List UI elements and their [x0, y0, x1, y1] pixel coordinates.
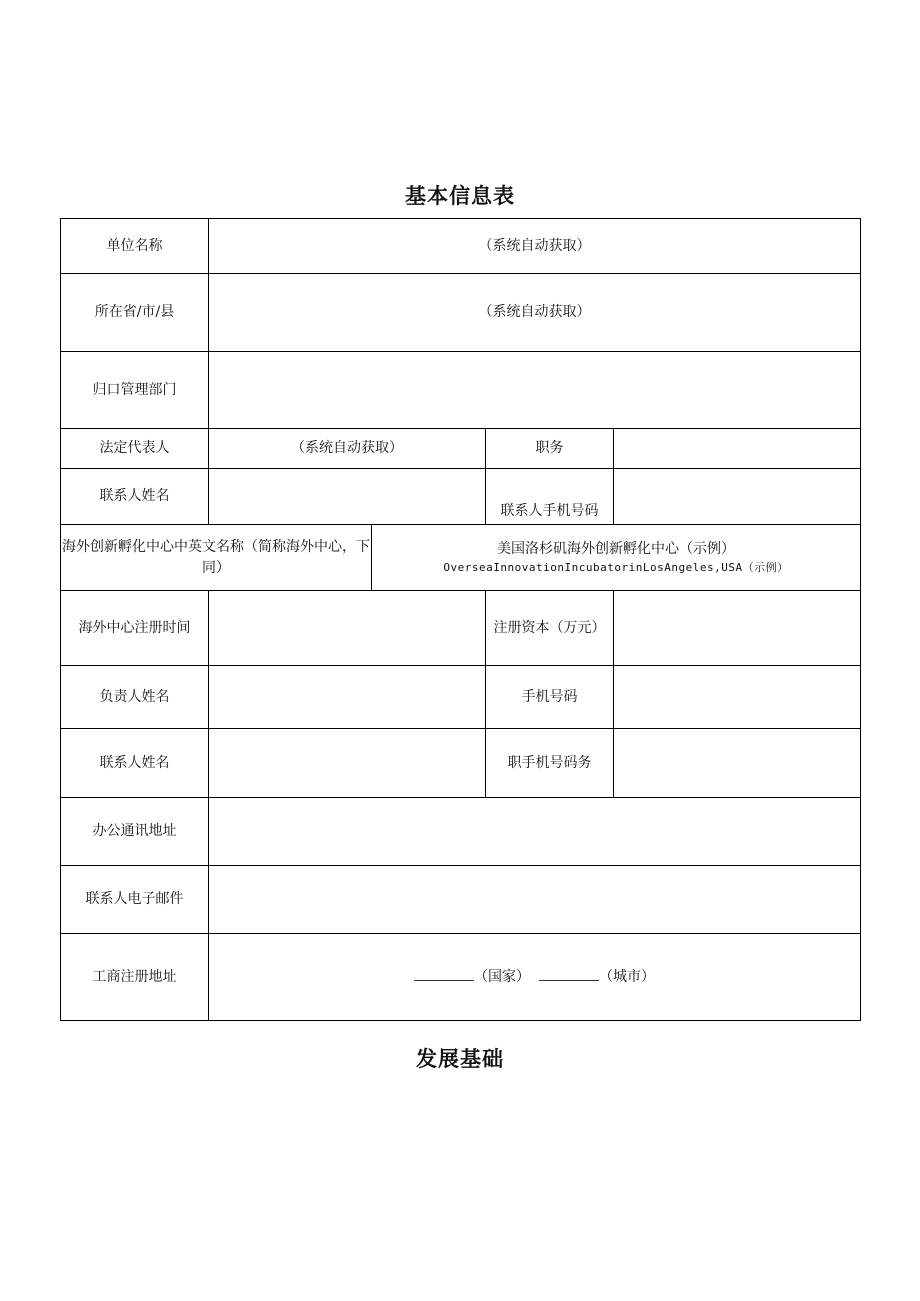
field-contact2-name[interactable] [209, 729, 486, 798]
row-supervisor-dept [61, 352, 861, 429]
field-head-phone[interactable] [614, 666, 861, 729]
country-suffix: （国家） [474, 969, 531, 985]
field-center-name[interactable] [372, 525, 861, 591]
label-contact2-name: 联系人姓名 [61, 729, 209, 798]
row-office-address [61, 798, 861, 866]
field-biz-address [209, 934, 861, 1021]
center-name-example-cn: 美国洛杉矶海外创新孵化中心（示例） [497, 540, 735, 557]
field-contact1-phone[interactable] [614, 469, 861, 525]
label-contact1-name: 联系人姓名 [61, 469, 209, 525]
city-blank[interactable] [539, 966, 599, 981]
label-contact1-phone: 联系人手机号码 [486, 469, 614, 525]
center-name-example-en: OverseaInnovationIncubatorinLosAngeles,USA（示例） [443, 560, 789, 574]
label-legal-rep: 法定代表人 [61, 429, 209, 469]
row-location [61, 274, 861, 352]
field-location[interactable]: （系统自动获取） [209, 274, 861, 352]
label-position: 职务 [486, 429, 614, 469]
row-biz-address [61, 934, 861, 1021]
row-unit-name [61, 219, 861, 274]
label-location: 所在省/市/县 [61, 274, 209, 352]
basic-info-table [60, 218, 861, 1021]
row-center-name [61, 525, 861, 591]
row-contact-email [61, 866, 861, 934]
field-position[interactable] [614, 429, 861, 469]
field-contact1-name[interactable] [209, 469, 486, 525]
page-title: 基本信息表 [405, 184, 515, 208]
label-head-phone: 手机号码 [486, 666, 614, 729]
label-head-name: 负责人姓名 [61, 666, 209, 729]
label-contact-email: 联系人电子邮件 [61, 866, 209, 934]
country-blank[interactable] [414, 966, 474, 981]
row-head [61, 666, 861, 729]
row-reg-time [61, 591, 861, 666]
row-contact1 [61, 469, 861, 525]
label-reg-time: 海外中心注册时间 [61, 591, 209, 666]
label-unit-name: 单位名称 [61, 219, 209, 274]
label-office-address: 办公通讯地址 [61, 798, 209, 866]
section-title-development: 发展基础 [416, 1047, 504, 1071]
label-supervisor-dept: 归口管理部门 [61, 352, 209, 429]
field-reg-time[interactable] [209, 591, 486, 666]
field-reg-capital[interactable] [614, 591, 861, 666]
field-contact2-phone[interactable] [614, 729, 861, 798]
field-legal-rep[interactable]: （系统自动获取） [209, 429, 486, 469]
label-center-name: 海外创新孵化中心中英文名称（简称海外中心，下同） [61, 525, 372, 591]
city-suffix: （城市） [598, 969, 655, 985]
field-supervisor-dept[interactable] [209, 352, 861, 429]
field-head-name[interactable] [209, 666, 486, 729]
label-reg-capital: 注册资本（万元） [486, 591, 614, 666]
row-legal-rep [61, 429, 861, 469]
row-contact2 [61, 729, 861, 798]
label-contact2-phone: 职手机号码务 [486, 729, 614, 798]
field-contact-email[interactable] [209, 866, 861, 934]
field-unit-name[interactable]: （系统自动获取） [209, 219, 861, 274]
field-office-address[interactable] [209, 798, 861, 866]
label-biz-address: 工商注册地址 [61, 934, 209, 1021]
